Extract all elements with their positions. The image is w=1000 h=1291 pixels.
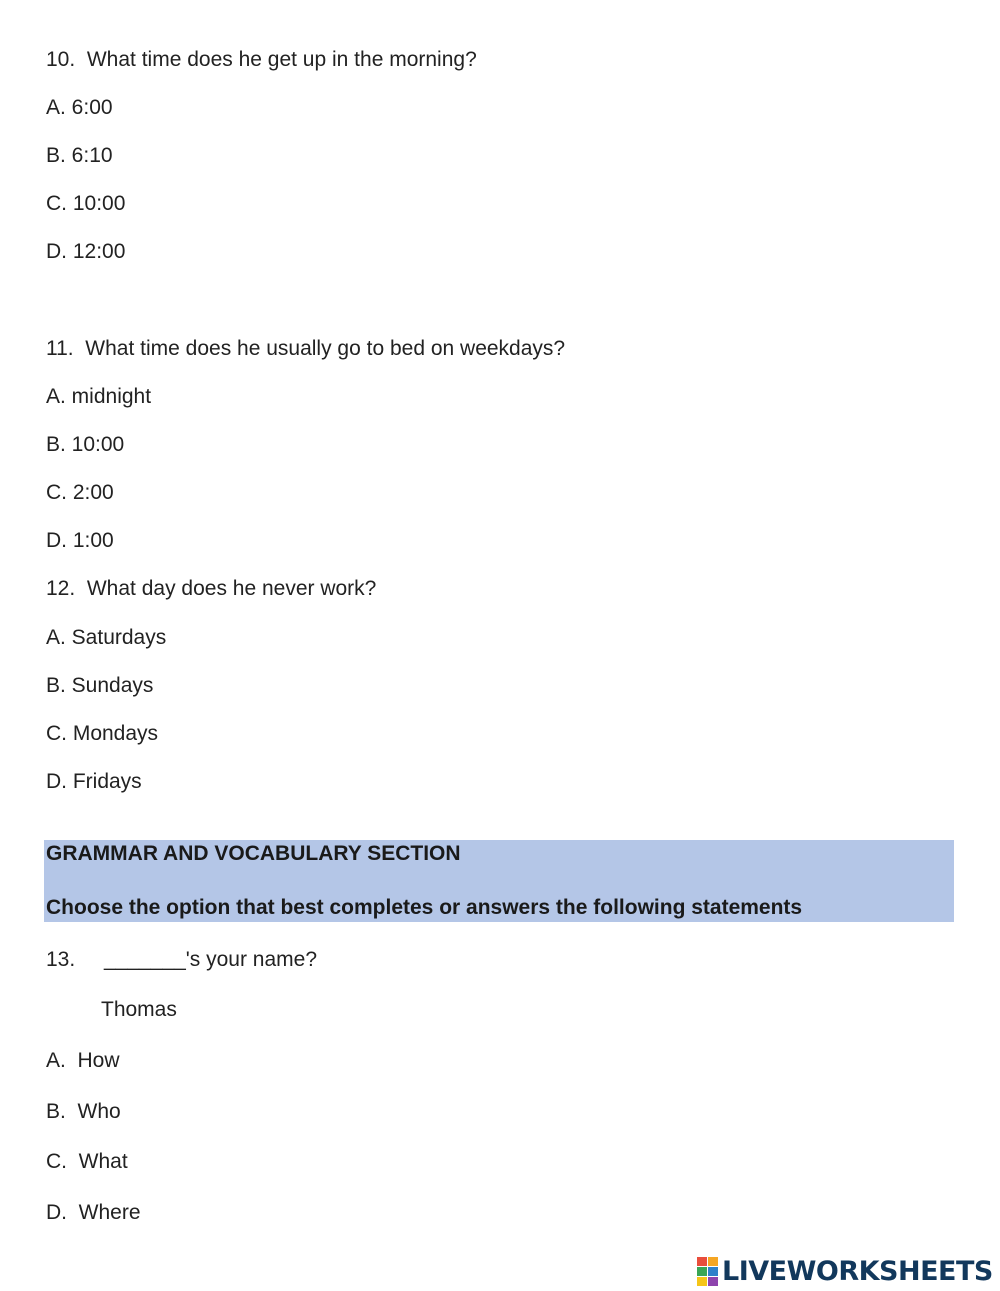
section-title: GRAMMAR AND VOCABULARY SECTION <box>46 842 461 865</box>
question-11-text: 11. What time does he usually go to bed on weekdays? <box>46 337 566 360</box>
question-11-option-c[interactable]: C. 2:00 <box>46 481 114 504</box>
question-12-text: 12. What day does he never work? <box>46 577 377 600</box>
section-instructions: Choose the option that best completes or answers the following statements <box>46 896 803 919</box>
logo-text: LIVEWORKSHEETS <box>722 1255 993 1287</box>
question-10-option-b[interactable]: B. 6:10 <box>46 144 113 167</box>
question-13-option-a[interactable]: A. How <box>46 1049 120 1072</box>
question-11-option-a[interactable]: A. midnight <box>46 385 152 408</box>
question-13-number: 13. <box>46 948 76 971</box>
question-10-option-d[interactable]: D. 12:00 <box>46 240 126 263</box>
question-13-option-c[interactable]: C. What <box>46 1150 128 1173</box>
logo-blocks-icon <box>697 1257 718 1286</box>
question-11-option-d[interactable]: D. 1:00 <box>46 529 114 552</box>
question-13-option-d[interactable]: D. Where <box>46 1201 141 1224</box>
question-12-option-d[interactable]: D. Fridays <box>46 770 142 793</box>
liveworksheets-logo <box>697 1256 993 1286</box>
question-10-option-a[interactable]: A. 6:00 <box>46 96 113 119</box>
question-13-option-b[interactable]: B. Who <box>46 1100 121 1123</box>
question-12-option-a[interactable]: A. Saturdays <box>46 626 167 649</box>
question-13-answer-line: Thomas <box>101 998 177 1021</box>
question-11-option-b[interactable]: B. 10:00 <box>46 433 125 456</box>
question-10-text: 10. What time does he get up in the morning? <box>46 48 477 71</box>
question-13-text: _______'s your name? <box>104 948 317 971</box>
question-12-option-c[interactable]: C. Mondays <box>46 722 159 745</box>
question-10-option-c[interactable]: C. 10:00 <box>46 192 126 215</box>
question-12-option-b[interactable]: B. Sundays <box>46 674 154 697</box>
